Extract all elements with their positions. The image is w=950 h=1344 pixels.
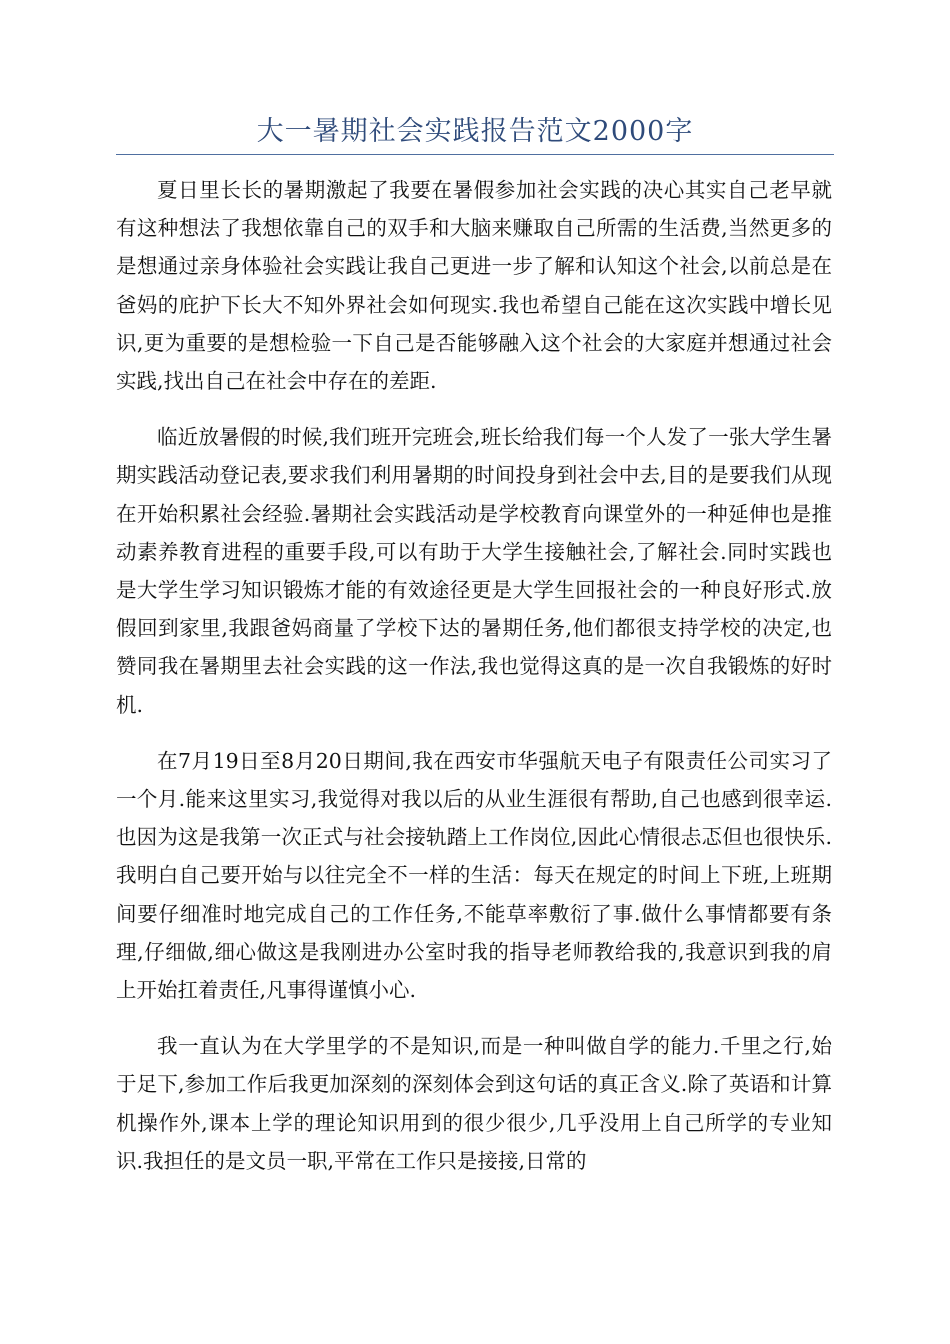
paragraph: 夏日里长长的暑期激起了我要在暑假参加社会实践的决心其实自己老早就有这种想法了我想依靠自己的双手和大脑来赚取自己所需的生活费,当然更多的是想通过亲身体验社会实践让我自己更进一步了解和认知这个社会,以前总是在爸妈的庇护下长大不知外界社会如何现实.我也希望自己能在这次实践中增长见识,更为重要的是想检验一下自己是否能够融入这个社会的大家庭并想通过社会实践,找出自己在社会中存在的差距. (116, 178, 832, 394)
paragraph: 在7月19日至8月20日期间,我在西安市华强航天电子有限责任公司实习了一个月.能来这里实习,我觉得对我以后的从业生涯很有帮助,自己也感到很幸运.也因为这是我第一次正式与社会接轨踏上工作岗位,因此心情很忐忑但也很快乐.我明白自己要开始与以往完全不一样的生活：每天在规定的时间上下班,上班期间要仔细准时地完成自己的工作任务,不能草率敷衍了事.做什么事情都要有条理,仔细做,细心做这是我刚进办公室时我的指导老师教给我的,我意识到我的肩上开始扛着责任,凡事得谨慎小心. (116, 748, 832, 1003)
document-title: 大一暑期社会实践报告范文2000字 (256, 116, 694, 147)
document-body (116, 171, 832, 1198)
paragraph: 我一直认为在大学里学的不是知识,而是一种叫做自学的能力.千里之行,始于足下,参加工作后我更加深刻的深刻体会到这句话的真正含义.除了英语和计算机操作外,课本上学的理论知识用到的很少很少,几乎没用上自己所学的专业知识.我担任的是文员一职,平常在工作只是接接,日常的 (116, 1034, 832, 1173)
title-underline (116, 154, 834, 155)
paragraph: 临近放暑假的时候,我们班开完班会,班长给我们每一个人发了一张大学生暑期实践活动登记表,要求我们利用暑期的时间投身到社会中去,目的是要我们从现在开始积累社会经验.暑期社会实践活动是学校教育向课堂外的一种延伸也是推动素养教育进程的重要手段,可以有助于大学生接触社会,了解社会.同时实践也是大学生学习知识锻炼才能的有效途径更是大学生回报社会的一种良好形式.放假回到家里,我跟爸妈商量了学校下达的暑期任务,他们都很支持学校的决定,也赞同我在暑期里去社会实践的这一作法,我也觉得这真的是一次自我锻炼的好时机. (116, 425, 832, 717)
